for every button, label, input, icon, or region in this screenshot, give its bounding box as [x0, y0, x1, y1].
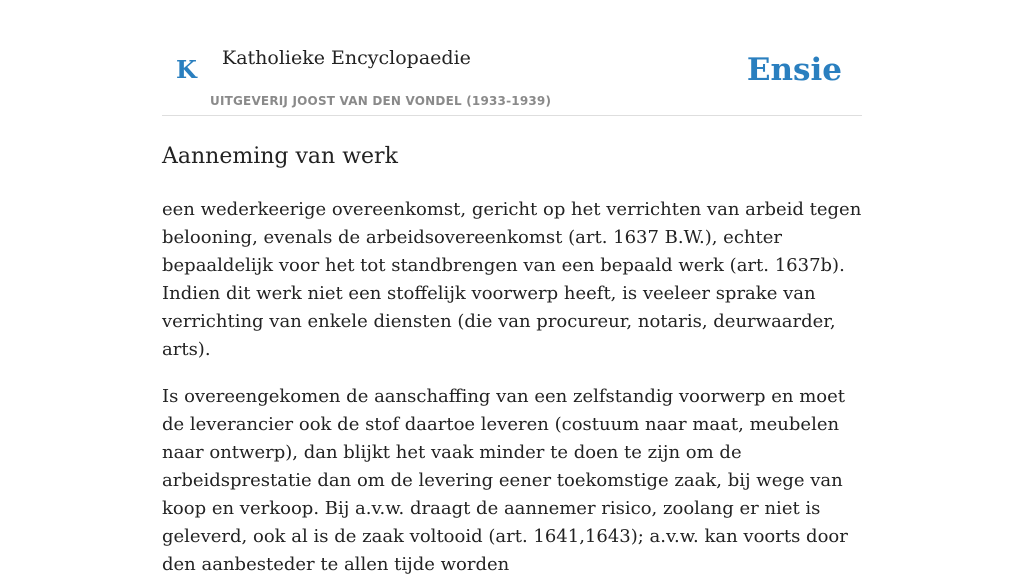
- article-paragraph-2: Is overeengekomen de aanschaffing van een zelfstandig voorwerp en moet de leverancier ook de stof daartoe leveren (costuum naar maat, meubelen naar ontwerp), dan blijkt het vaak minder te doen te zijn om de arbeidsprestatie dan om de levering eener toekomstige zaak, bij wege van koop en verkoop. Bij a.v.w. draagt de aannemer risico, zoolang er niet is geleverd, ook al is de zaak voltooid (art. 1641,1643); a.v.w. kan voorts door den aanbesteder te allen tijde worden: [162, 386, 848, 575]
- article-headword: Aanneming van werk: [162, 144, 398, 169]
- site-header: [162, 0, 862, 116]
- ensie-brand-link[interactable]: Ensie: [746, 52, 842, 88]
- publisher-line: UITGEVERIJ JOOST VAN DEN VONDEL (1933-1939): [210, 94, 552, 108]
- article-page: [162, 0, 862, 575]
- article-paragraph-1: een wederkeerige overeenkomst, gericht op het verrichten van arbeid tegen belooning, evenals de arbeidsovereenkomst (art. 1637 B.W.), echter bepaaldelijk voor het tot standbrengen van een bepaald werk (art. 1637b). Indien dit werk niet een stoffelijk voorwerp heeft, is veeleer sprake van verrichting van enkele diensten (die van procureur, notaris, deurwaarder, arts).: [162, 199, 862, 360]
- book-title[interactable]: Katholieke Encyclopaedie: [222, 47, 471, 69]
- encyclopedia-logo[interactable]: K: [176, 55, 197, 84]
